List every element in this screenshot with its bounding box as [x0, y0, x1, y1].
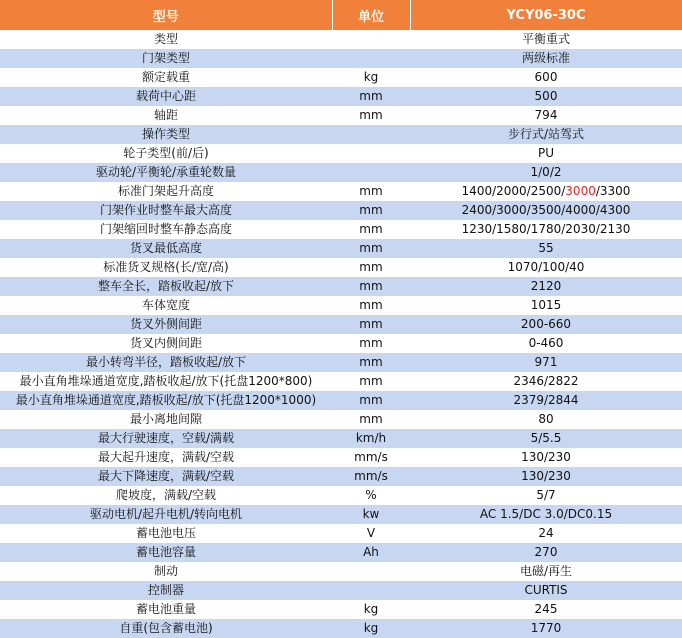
spec-value: PU — [410, 144, 682, 163]
table-row — [0, 486, 682, 505]
spec-label: 驱动电机/起升电机/转向电机 — [0, 505, 332, 524]
table-row — [0, 163, 682, 182]
spec-value: 平衡重式 — [410, 30, 682, 49]
table-row — [0, 296, 682, 315]
spec-value: 971 — [410, 353, 682, 372]
table-row — [0, 467, 682, 486]
spec-unit: Ah — [332, 543, 410, 562]
spec-label: 最小转弯半径，踏板收起/放下 — [0, 353, 332, 372]
spec-unit: mm — [332, 334, 410, 353]
table-row — [0, 429, 682, 448]
table-row — [0, 562, 682, 581]
table-row — [0, 448, 682, 467]
spec-unit: mm — [332, 391, 410, 410]
spec-value-part: 1400/2000/2500/ — [461, 184, 566, 198]
spec-unit: mm — [332, 258, 410, 277]
spec-value: 1230/1580/1780/2030/2130 — [410, 220, 682, 239]
spec-value: 500 — [410, 87, 682, 106]
table-row — [0, 505, 682, 524]
table-body — [0, 30, 682, 638]
table-row — [0, 353, 682, 372]
spec-value: 55 — [410, 239, 682, 258]
spec-value: 5/5.5 — [410, 429, 682, 448]
spec-label: 轴距 — [0, 106, 332, 125]
spec-label: 整车全长，踏板收起/放下 — [0, 277, 332, 296]
table-row — [0, 49, 682, 68]
spec-label: 最小离地间隙 — [0, 410, 332, 429]
spec-value: 600 — [410, 68, 682, 87]
spec-value: 794 — [410, 106, 682, 125]
spec-value: 80 — [410, 410, 682, 429]
table-row — [0, 30, 682, 49]
table-row — [0, 600, 682, 619]
spec-value: 步行式/站驾式 — [410, 125, 682, 144]
spec-label: 最大行驶速度，空载/满载 — [0, 429, 332, 448]
spec-unit: mm — [332, 410, 410, 429]
header-value: YCY06-30C — [410, 0, 682, 30]
spec-unit: mm — [332, 315, 410, 334]
table-row — [0, 391, 682, 410]
table-row — [0, 372, 682, 391]
spec-unit: kg — [332, 600, 410, 619]
spec-value-part: /3300 — [595, 184, 631, 198]
header-unit: 单位 — [332, 0, 410, 30]
spec-unit: mm — [332, 277, 410, 296]
spec-label: 最大下降速度，满载/空载 — [0, 467, 332, 486]
spec-value: 130/230 — [410, 448, 682, 467]
spec-label: 类型 — [0, 30, 332, 49]
spec-unit: % — [332, 486, 410, 505]
spec-value: CURTIS — [410, 581, 682, 600]
table-header — [0, 0, 682, 30]
spec-label: 门架类型 — [0, 49, 332, 68]
spec-value: 2120 — [410, 277, 682, 296]
spec-label: 蓄电池容量 — [0, 543, 332, 562]
spec-unit: mm/s — [332, 467, 410, 486]
table-row — [0, 106, 682, 125]
table-row — [0, 87, 682, 106]
table-row — [0, 239, 682, 258]
table-row — [0, 144, 682, 163]
spec-label: 控制器 — [0, 581, 332, 600]
table-row — [0, 201, 682, 220]
spec-label: 货叉外侧间距 — [0, 315, 332, 334]
spec-value: 2400/3000/3500/4000/4300 — [410, 201, 682, 220]
spec-unit: mm — [332, 182, 410, 201]
table-row — [0, 315, 682, 334]
spec-label: 最小直角堆垛通道宽度,踏板收起/放下(托盘1200*800) — [0, 372, 332, 391]
spec-value: 270 — [410, 543, 682, 562]
spec-value: 130/230 — [410, 467, 682, 486]
spec-label: 标准货叉规格(长/宽/高) — [0, 258, 332, 277]
spec-label: 爬坡度，满载/空载 — [0, 486, 332, 505]
spec-unit — [332, 562, 410, 581]
spec-value: 1070/100/40 — [410, 258, 682, 277]
spec-value: 1770 — [410, 619, 682, 638]
spec-unit: kg — [332, 619, 410, 638]
spec-unit: mm/s — [332, 448, 410, 467]
spec-label: 货叉最低高度 — [0, 239, 332, 258]
table-row — [0, 543, 682, 562]
table-row — [0, 220, 682, 239]
spec-label: 标准门架起升高度 — [0, 182, 332, 201]
spec-unit: mm — [332, 106, 410, 125]
spec-unit: mm — [332, 201, 410, 220]
table-row — [0, 277, 682, 296]
table-row — [0, 182, 682, 201]
spec-value: 2346/2822 — [410, 372, 682, 391]
spec-unit: km/h — [332, 429, 410, 448]
table-row — [0, 334, 682, 353]
spec-label: 门架缩回时整车静态高度 — [0, 220, 332, 239]
spec-label: 额定载重 — [0, 68, 332, 87]
table-row — [0, 125, 682, 144]
table-row — [0, 258, 682, 277]
spec-unit: kw — [332, 505, 410, 524]
spec-value: 1/0/2 — [410, 163, 682, 182]
spec-label: 门架作业时整车最大高度 — [0, 201, 332, 220]
spec-value: 1015 — [410, 296, 682, 315]
table-row — [0, 619, 682, 638]
spec-label: 蓄电池电压 — [0, 524, 332, 543]
spec-label: 车体宽度 — [0, 296, 332, 315]
spec-value: 24 — [410, 524, 682, 543]
spec-label: 自重(包含蓄电池) — [0, 619, 332, 638]
spec-unit — [332, 144, 410, 163]
spec-unit: V — [332, 524, 410, 543]
spec-value: AC 1.5/DC 3.0/DC0.15 — [410, 505, 682, 524]
spec-unit: mm — [332, 239, 410, 258]
spec-value: 245 — [410, 600, 682, 619]
spec-unit — [332, 163, 410, 182]
spec-value: 200-660 — [410, 315, 682, 334]
table-row — [0, 410, 682, 429]
spec-unit: mm — [332, 220, 410, 239]
spec-label: 货叉内侧间距 — [0, 334, 332, 353]
spec-unit: mm — [332, 296, 410, 315]
spec-unit — [332, 125, 410, 144]
spec-value — [410, 182, 682, 201]
spec-label: 轮子类型(前/后) — [0, 144, 332, 163]
spec-label: 最大起升速度，满载/空载 — [0, 448, 332, 467]
spec-value: 0-460 — [410, 334, 682, 353]
highlighted-value: 3000 — [565, 184, 596, 198]
header-model: 型号 — [0, 0, 332, 30]
spec-label: 最小直角堆垛通道宽度,踏板收起/放下(托盘1200*1000) — [0, 391, 332, 410]
spec-label: 驱动轮/平衡轮/承重轮数量 — [0, 163, 332, 182]
spec-value: 电磁/再生 — [410, 562, 682, 581]
spec-unit — [332, 581, 410, 600]
table-row — [0, 524, 682, 543]
spec-unit: kg — [332, 68, 410, 87]
spec-unit — [332, 49, 410, 68]
spec-label: 蓄电池重量 — [0, 600, 332, 619]
spec-unit: mm — [332, 372, 410, 391]
spec-value: 2379/2844 — [410, 391, 682, 410]
spec-label: 载荷中心距 — [0, 87, 332, 106]
table-row — [0, 581, 682, 600]
table-row — [0, 68, 682, 87]
spec-unit: mm — [332, 87, 410, 106]
spec-value: 两级标准 — [410, 49, 682, 68]
spec-label: 制动 — [0, 562, 332, 581]
spec-unit — [332, 30, 410, 49]
spec-unit: mm — [332, 353, 410, 372]
spec-label: 操作类型 — [0, 125, 332, 144]
spec-value: 5/7 — [410, 486, 682, 505]
